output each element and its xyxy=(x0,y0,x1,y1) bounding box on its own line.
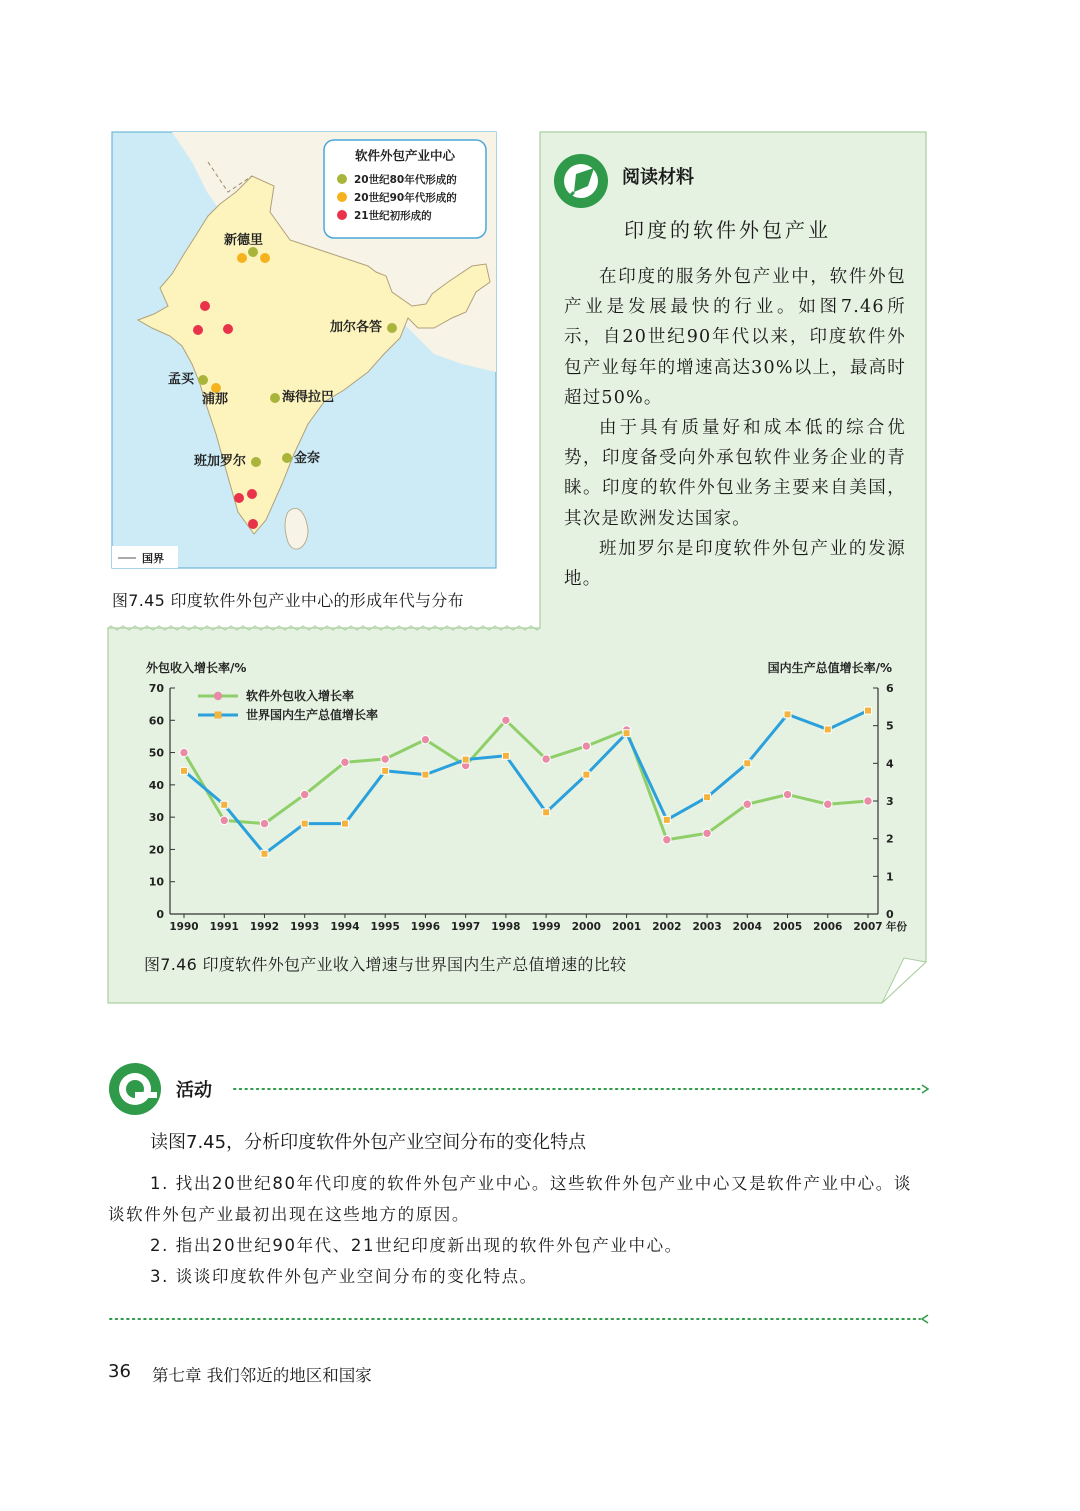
chart-point-gdp xyxy=(221,801,228,808)
chart-point-gdp xyxy=(382,767,389,774)
chart-point-outsourcing xyxy=(582,742,590,750)
map-dot-2000s xyxy=(200,301,210,311)
activity-label: 活动 xyxy=(176,1080,212,1101)
chart-series-line-1 xyxy=(184,711,868,854)
chart-left-tick-label: 50 xyxy=(148,746,164,760)
city-label-bangalore: 班加罗尔 xyxy=(194,454,247,469)
chart-x-tick-label: 2004 xyxy=(732,921,762,933)
activity-question: 读图7.45，分析印度软件外包产业空间分布的变化特点 xyxy=(150,1132,587,1153)
chart-right-tick-label: 0 xyxy=(886,908,894,921)
chart-point-gdp xyxy=(744,760,751,767)
page-number: 36 xyxy=(108,1361,131,1382)
city-label-delhi: 新德里 xyxy=(224,233,264,248)
chart-right-tick-label: 4 xyxy=(886,757,894,771)
chart-legend-label: 世界国内生产总值增长率 xyxy=(246,708,379,722)
chart-x-tick-label: 1995 xyxy=(370,921,400,933)
chart-point-gdp xyxy=(583,771,590,778)
chart-x-tick-label: 1999 xyxy=(531,921,561,933)
chart-right-tick-label: 5 xyxy=(886,719,894,733)
map-dot-mumbai xyxy=(198,375,208,385)
reading-material-title: 印度的软件外包产业 xyxy=(624,218,831,242)
chart-legend-label: 软件外包收入增长率 xyxy=(246,689,355,703)
map-dot-delhi-1990s-a xyxy=(237,253,247,263)
chart-point-outsourcing xyxy=(824,800,832,808)
reading-paragraph: 班加罗尔是印度软件外包产业的发源地。 xyxy=(564,538,906,590)
chart-x-tick-label: 1997 xyxy=(451,921,481,933)
chart-x-tick-label: 2001 xyxy=(611,921,642,933)
legend-1980s-label: 20世纪80年代形成的 xyxy=(354,174,457,186)
chart-point-gdp xyxy=(543,809,550,816)
chart-point-outsourcing xyxy=(783,790,791,798)
chart-point-gdp xyxy=(422,771,429,778)
chart-point-outsourcing xyxy=(381,755,389,763)
chart-point-gdp xyxy=(824,726,831,733)
activity-icon xyxy=(108,1062,162,1116)
chart-x-unit-label: 年份 xyxy=(886,921,907,933)
chart-point-gdp xyxy=(341,820,348,827)
chart-point-gdp xyxy=(865,707,872,714)
map-dot-delhi-1980s xyxy=(248,247,258,257)
chart-point-gdp xyxy=(301,820,308,827)
map-dot-chennai xyxy=(282,453,292,463)
chart-x-tick-label: 2006 xyxy=(813,921,843,933)
chart-legend-swatch-marker xyxy=(215,712,222,719)
chart-left-tick-label: 30 xyxy=(148,811,164,825)
city-label-chennai: 金奈 xyxy=(294,451,321,466)
map-dot-2000s xyxy=(247,489,257,499)
chart-point-gdp xyxy=(663,816,670,823)
chart-point-outsourcing xyxy=(542,755,550,763)
city-label-pune: 浦那 xyxy=(202,392,229,407)
chart-point-gdp xyxy=(261,850,268,857)
legend-2000s-dot xyxy=(337,210,347,220)
reading-material-heading: 阅读材料 xyxy=(622,167,694,188)
chart-x-tick-label: 1998 xyxy=(491,921,521,933)
legend-1980s-dot xyxy=(337,174,347,184)
chart-left-tick-label: 10 xyxy=(148,875,164,889)
chart-x-tick-label: 1990 xyxy=(169,921,199,933)
reading-material-icon xyxy=(552,152,610,210)
map-dot-bangalore xyxy=(251,457,261,467)
chart-right-axis-label: 国内生产总值增长率/% xyxy=(767,661,892,675)
chart-x-tick-label: 2005 xyxy=(772,921,803,933)
india-map xyxy=(112,132,496,568)
chart-point-outsourcing xyxy=(502,716,510,724)
chart-x-tick-label: 1993 xyxy=(290,921,320,933)
chart-x-tick-label: 2002 xyxy=(652,921,682,933)
chart-legend-swatch-marker xyxy=(214,692,222,700)
chart-right-tick-label: 3 xyxy=(886,795,894,808)
map-boundary-legend: 国界 xyxy=(142,552,164,565)
chart-x-tick-label: 2007 xyxy=(853,921,883,933)
chart-series-line-0 xyxy=(184,720,868,839)
legend-2000s-label: 21世纪初形成的 xyxy=(354,210,432,222)
chart-figure-caption: 图7.46 印度软件外包产业收入增速与世界国内生产总值增速的比较 xyxy=(144,955,627,974)
chart-point-outsourcing xyxy=(341,758,349,766)
activity-bottom-divider xyxy=(108,1314,930,1324)
activity-items xyxy=(108,1168,930,1292)
chart-point-gdp xyxy=(502,752,509,759)
legend-1990s-dot xyxy=(337,192,347,202)
chart-x-tick-label: 1991 xyxy=(209,921,239,933)
chart-point-gdp xyxy=(181,767,188,774)
chart-right-tick-label: 6 xyxy=(886,682,894,695)
chart-point-outsourcing xyxy=(743,800,751,808)
map-dot-delhi-1990s-b xyxy=(260,253,270,263)
city-label-hyderabad: 海得拉巴 xyxy=(282,390,335,405)
chart-left-tick-label: 60 xyxy=(148,714,164,728)
map-dot-2000s xyxy=(248,519,258,529)
chart-x-tick-label: 2000 xyxy=(571,921,601,933)
chart-right-tick-label: 2 xyxy=(886,832,894,846)
reading-material-body xyxy=(564,262,906,594)
chart-point-outsourcing xyxy=(220,816,228,824)
map-dot-2000s xyxy=(223,324,233,334)
chart-point-gdp xyxy=(704,794,711,801)
chart-point-gdp xyxy=(462,756,469,763)
chart-x-tick-label: 1996 xyxy=(410,921,441,933)
chapter-title: 第七章 我们邻近的地区和国家 xyxy=(152,1366,372,1385)
chart-point-outsourcing xyxy=(421,735,429,743)
chart-x-tick-label: 2003 xyxy=(692,921,722,933)
chart-point-outsourcing xyxy=(180,748,188,756)
activity-item: 2. 指出20世纪90年代、21世纪印度新出现的软件外包产业中心。 xyxy=(150,1236,683,1255)
chart-point-outsourcing xyxy=(703,829,711,837)
growth-comparison-chart xyxy=(140,656,907,946)
chart-left-tick-label: 20 xyxy=(148,843,164,857)
chart-point-outsourcing xyxy=(260,819,268,827)
legend-1990s-label: 20世纪90年代形成的 xyxy=(354,192,457,204)
chart-left-axis-label: 外包收入增长率/% xyxy=(146,661,247,675)
chart-left-tick-label: 40 xyxy=(148,778,164,792)
map-legend-title: 软件外包产业中心 xyxy=(354,148,456,163)
map-figure-caption: 图7.45 印度软件外包产业中心的形成年代与分布 xyxy=(112,591,464,610)
reading-paragraph: 在印度的服务外包产业中，软件外包产业是发展最快的行业。如图7.46所示，自20世纪90年代以来，印度软件外包产业每年的增速高达30%以上，最高时超过50%。 xyxy=(564,267,906,408)
map-dot-2000s xyxy=(234,493,244,503)
chart-x-tick-label: 1992 xyxy=(249,921,280,933)
activity-divider xyxy=(232,1084,930,1094)
chart-point-gdp xyxy=(623,730,630,737)
chart-point-outsourcing xyxy=(864,797,872,805)
reading-paragraph: 由于具有质量好和成本低的综合优势，印度备受向外承包软件业务企业的青睐。印度的软件外包业务主要来自美国，其次是欧洲发达国家。 xyxy=(564,418,906,529)
chart-left-tick-label: 0 xyxy=(156,908,164,921)
chart-point-outsourcing xyxy=(663,836,671,844)
map-dot-kolkata xyxy=(387,323,397,333)
city-label-kolkata: 加尔各答 xyxy=(330,320,383,335)
chart-point-gdp xyxy=(784,711,791,718)
chart-right-tick-label: 1 xyxy=(886,870,894,884)
activity-item: 1. 找出20世纪80年代印度的软件外包产业中心。这些软件外包产业中心又是软件产业中心。谈谈软件外包产业最初出现在这些地方的原因。 xyxy=(108,1174,912,1224)
chart-point-outsourcing xyxy=(301,790,309,798)
map-dot-hyderabad xyxy=(270,393,280,403)
chart-left-tick-label: 70 xyxy=(148,682,164,695)
chart-x-tick-label: 1994 xyxy=(330,921,360,933)
map-dot-2000s xyxy=(193,325,203,335)
activity-item: 3. 谈谈印度软件外包产业空间分布的变化特点。 xyxy=(150,1267,538,1286)
city-label-mumbai: 孟买 xyxy=(168,372,195,387)
